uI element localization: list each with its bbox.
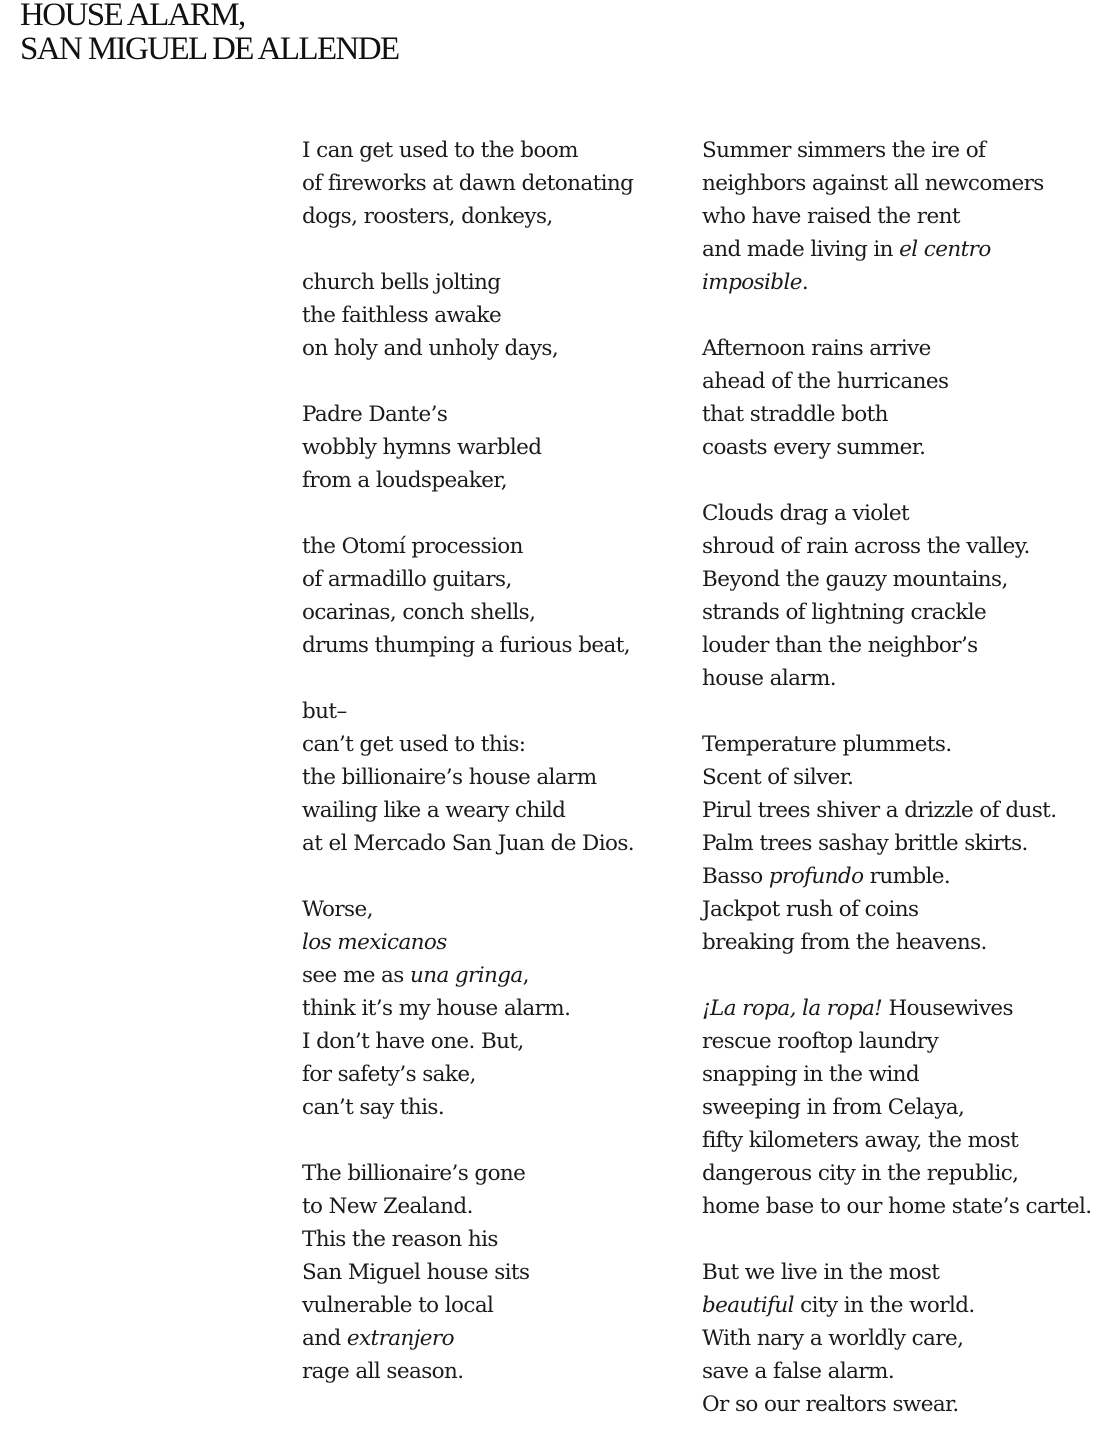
poem-line	[702, 497, 1114, 530]
poem-line	[702, 860, 1114, 893]
line-text: Temperature plummets.	[702, 732, 952, 757]
line-text: ocarinas, conch shells,	[302, 600, 536, 625]
poem-line	[302, 992, 692, 1025]
line-text: on holy and unholy days,	[302, 336, 559, 361]
italic-phrase: imposible	[702, 270, 802, 295]
line-text: Afternoon rains arrive	[702, 336, 931, 361]
poem-line	[302, 266, 692, 299]
poem-line	[702, 398, 1114, 431]
line-text: from a loudspeaker,	[302, 468, 507, 493]
line-text: I can get used to the boom	[302, 138, 578, 163]
line-text: Or so our realtors swear.	[702, 1392, 959, 1417]
line-text: louder than the neighbor’s	[702, 633, 978, 658]
poem-line	[702, 563, 1114, 596]
line-text: dogs, roosters, donkeys,	[302, 204, 553, 229]
poem-line	[302, 1025, 692, 1058]
poem-line	[702, 266, 1114, 299]
poem-line	[302, 167, 692, 200]
line-text: This the reason his	[302, 1227, 498, 1252]
line-text: But we live in the most	[702, 1260, 940, 1285]
line-text: home base to our home state’s cartel.	[702, 1194, 1092, 1219]
poem-line	[702, 728, 1114, 761]
poem-line	[702, 893, 1114, 926]
italic-phrase: ¡La ropa, la ropa!	[702, 996, 883, 1021]
poem-line	[302, 1058, 692, 1091]
line-text: rage all season.	[302, 1359, 464, 1384]
poem-line	[702, 167, 1114, 200]
line-text: of fireworks at dawn detonating	[302, 171, 634, 196]
poem-line	[302, 728, 692, 761]
poem-line	[702, 200, 1114, 233]
poem-line	[302, 530, 692, 563]
stanza	[702, 332, 1114, 464]
line-text: strands of lightning crackle	[702, 600, 987, 625]
poem-line	[302, 1157, 692, 1190]
line-text: for safety’s sake,	[302, 1062, 476, 1087]
stanza	[302, 893, 692, 1124]
line-text: Jackpot rush of coins	[702, 897, 919, 922]
poem-line	[702, 596, 1114, 629]
poem-line	[302, 1190, 692, 1223]
title-line-1: HOUSE ALARM,	[20, 0, 245, 33]
line-text: ahead of the hurricanes	[702, 369, 949, 394]
line-text: at el Mercado San Juan de Dios.	[302, 831, 634, 856]
line-text: wobbly hymns warbled	[302, 435, 542, 460]
poem-line	[702, 629, 1114, 662]
line-text: .	[801, 270, 809, 295]
line-text: dangerous city in the republic,	[702, 1161, 1019, 1186]
line-text: ,	[522, 963, 529, 988]
poem-line	[302, 1256, 692, 1289]
title-line-2: SAN MIGUEL DE ALLENDE	[20, 31, 399, 67]
poem-line	[702, 1157, 1114, 1190]
line-text: Housewives	[882, 996, 1013, 1021]
stanza	[302, 1157, 692, 1388]
poem-line	[702, 1058, 1114, 1091]
line-text: who have raised the rent	[702, 204, 960, 229]
line-text: Clouds drag a violet	[702, 501, 910, 526]
poem-line	[302, 563, 692, 596]
line-text: sweeping in from Celaya,	[702, 1095, 965, 1120]
poem-line	[302, 629, 692, 662]
stanza	[302, 266, 692, 365]
line-text: the Otomí procession	[302, 534, 523, 559]
poem-line	[702, 1091, 1114, 1124]
line-text: save a false alarm.	[702, 1359, 895, 1384]
poem-line	[302, 134, 692, 167]
poem-line	[302, 1091, 692, 1124]
line-text: and made living in	[702, 237, 900, 262]
poem-line	[702, 1124, 1114, 1157]
poem-line	[702, 761, 1114, 794]
line-text: Palm trees sashay brittle skirts.	[702, 831, 1028, 856]
poem-line	[302, 926, 692, 959]
line-text: coasts every summer.	[702, 435, 926, 460]
poem-line	[302, 299, 692, 332]
poem-line	[302, 827, 692, 860]
poem-line	[302, 1355, 692, 1388]
stanza	[302, 530, 692, 662]
italic-phrase: una gringa	[409, 963, 523, 988]
line-text: the billionaire’s house alarm	[302, 765, 597, 790]
line-text: church bells jolting	[302, 270, 501, 295]
poem-line	[302, 332, 692, 365]
poem-line	[702, 1355, 1114, 1388]
poem-line	[302, 893, 692, 926]
poem-line	[302, 794, 692, 827]
line-text: and	[302, 1326, 347, 1351]
line-text: of armadillo guitars,	[302, 567, 512, 592]
line-text: think it’s my house alarm.	[302, 996, 571, 1021]
poem-line	[702, 365, 1114, 398]
line-text: that straddle both	[702, 402, 888, 427]
poem-line	[302, 431, 692, 464]
line-text: shroud of rain across the valley.	[702, 534, 1030, 559]
poem-title	[20, 0, 399, 66]
poem-line	[702, 1256, 1114, 1289]
line-text: wailing like a weary child	[302, 798, 566, 823]
stanza	[302, 398, 692, 497]
poem-line	[702, 1289, 1114, 1322]
line-text: to New Zealand.	[302, 1194, 473, 1219]
stanza	[702, 728, 1114, 959]
poem-line	[702, 134, 1114, 167]
poem-line	[302, 1223, 692, 1256]
poem-line	[702, 662, 1114, 695]
line-text: Pirul trees shiver a drizzle of dust.	[702, 798, 1057, 823]
poem-line	[702, 530, 1114, 563]
line-text: city in the world.	[793, 1293, 975, 1318]
line-text: Summer simmers the ire of	[702, 138, 986, 163]
stanza	[702, 134, 1114, 299]
line-text: neighbors against all newcomers	[702, 171, 1044, 196]
poem-line	[702, 1025, 1114, 1058]
italic-phrase: los mexicanos	[302, 930, 447, 955]
line-text: vulnerable to local	[302, 1293, 494, 1318]
poem-line	[302, 1322, 692, 1355]
poem-line	[302, 1289, 692, 1322]
line-text: San Miguel house sits	[302, 1260, 530, 1285]
poem-column-right	[702, 134, 1114, 1421]
poem-line	[702, 233, 1114, 266]
line-text: Beyond the gauzy mountains,	[702, 567, 1008, 592]
stanza	[702, 1256, 1114, 1421]
line-text: With nary a worldly care,	[702, 1326, 964, 1351]
line-text: house alarm.	[702, 666, 837, 691]
poem-column-left	[302, 134, 692, 1388]
line-text: snapping in the wind	[702, 1062, 920, 1087]
poem-line	[702, 992, 1114, 1025]
poem-line	[302, 695, 692, 728]
poem-line	[302, 596, 692, 629]
poem-line	[702, 1322, 1114, 1355]
line-text: can’t get used to this:	[302, 732, 526, 757]
line-text: see me as	[302, 963, 410, 988]
line-text: Padre Dante’s	[302, 402, 448, 427]
stanza	[702, 497, 1114, 695]
line-text: Scent of silver.	[702, 765, 854, 790]
line-text: The billionaire’s gone	[302, 1161, 526, 1186]
poem-line	[702, 827, 1114, 860]
line-text: Worse,	[302, 897, 373, 922]
stanza	[302, 134, 692, 233]
poem-line	[302, 398, 692, 431]
stanza	[702, 992, 1114, 1223]
poem-line	[702, 1190, 1114, 1223]
line-text: fifty kilometers away, the most	[702, 1128, 1019, 1153]
italic-phrase: el centro	[899, 237, 991, 262]
line-text: can’t say this.	[302, 1095, 445, 1120]
poem-line	[702, 332, 1114, 365]
poem-line	[702, 794, 1114, 827]
poem-line	[302, 464, 692, 497]
line-text: Basso	[702, 864, 769, 889]
italic-phrase: beautiful	[702, 1293, 794, 1318]
poem-line	[302, 959, 692, 992]
line-text: but–	[302, 699, 347, 724]
italic-phrase: extranjero	[346, 1326, 454, 1351]
line-text: I don’t have one. But,	[302, 1029, 524, 1054]
poem-line	[702, 926, 1114, 959]
poem-line	[702, 431, 1114, 464]
line-text: the faithless awake	[302, 303, 502, 328]
line-text: rescue rooftop laundry	[702, 1029, 939, 1054]
line-text: rumble.	[863, 864, 951, 889]
poem-line	[302, 761, 692, 794]
line-text: drums thumping a furious beat,	[302, 633, 630, 658]
line-text: breaking from the heavens.	[702, 930, 987, 955]
italic-phrase: profundo	[768, 864, 864, 889]
stanza	[302, 695, 692, 860]
poem-line	[302, 200, 692, 233]
poem-line	[702, 1388, 1114, 1421]
